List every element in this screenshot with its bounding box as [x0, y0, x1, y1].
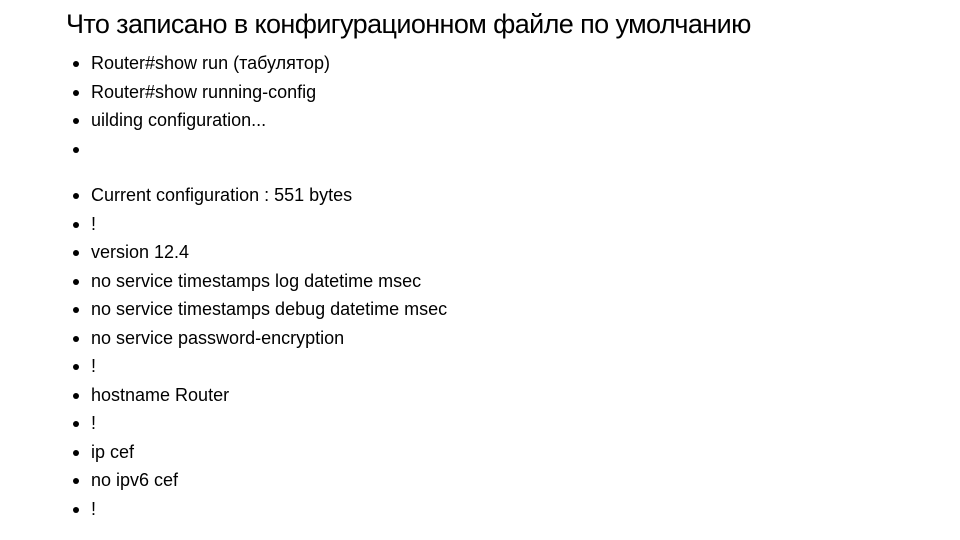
bullet-dot-icon — [73, 250, 79, 256]
list-item — [73, 135, 447, 164]
bullet-dot-icon — [73, 61, 79, 67]
list-item: no service timestamps debug datetime msec — [73, 295, 447, 324]
bullet-dot-icon — [73, 307, 79, 313]
list-item: ! — [73, 409, 447, 438]
list-item: Router#show running-config — [73, 78, 447, 107]
bullet-dot-icon — [73, 279, 79, 285]
list-item: no ipv6 cef — [73, 466, 447, 495]
bullet-dot-icon — [73, 118, 79, 124]
list-item: ! — [73, 352, 447, 381]
bullet-dot-icon — [73, 450, 79, 456]
bullet-dot-icon — [73, 222, 79, 228]
list-item: no service timestamps log datetime msec — [73, 267, 447, 296]
list-item: no service password-encryption — [73, 324, 447, 353]
list-item: Current configuration : 551 bytes — [73, 181, 447, 210]
bullet-list — [73, 49, 447, 523]
list-item: ip cef — [73, 438, 447, 467]
bullet-dot-icon — [73, 393, 79, 399]
bullet-dot-icon — [73, 147, 79, 153]
list-item: ! — [73, 495, 447, 524]
bullet-dot-icon — [73, 193, 79, 199]
slide-title: Что записано в конфигурационном файле по умолчанию — [66, 9, 751, 39]
bullet-dot-icon — [73, 507, 79, 513]
list-item: version 12.4 — [73, 238, 447, 267]
bullet-dot-icon — [73, 421, 79, 427]
list-item: Router#show run (табулятор) — [73, 49, 447, 78]
list-item: uilding configuration... — [73, 106, 447, 135]
bullet-dot-icon — [73, 364, 79, 370]
bullet-dot-icon — [73, 336, 79, 342]
list-item: ! — [73, 210, 447, 239]
bullet-dot-icon — [73, 90, 79, 96]
bullet-dot-icon — [73, 478, 79, 484]
list-item: hostname Router — [73, 381, 447, 410]
